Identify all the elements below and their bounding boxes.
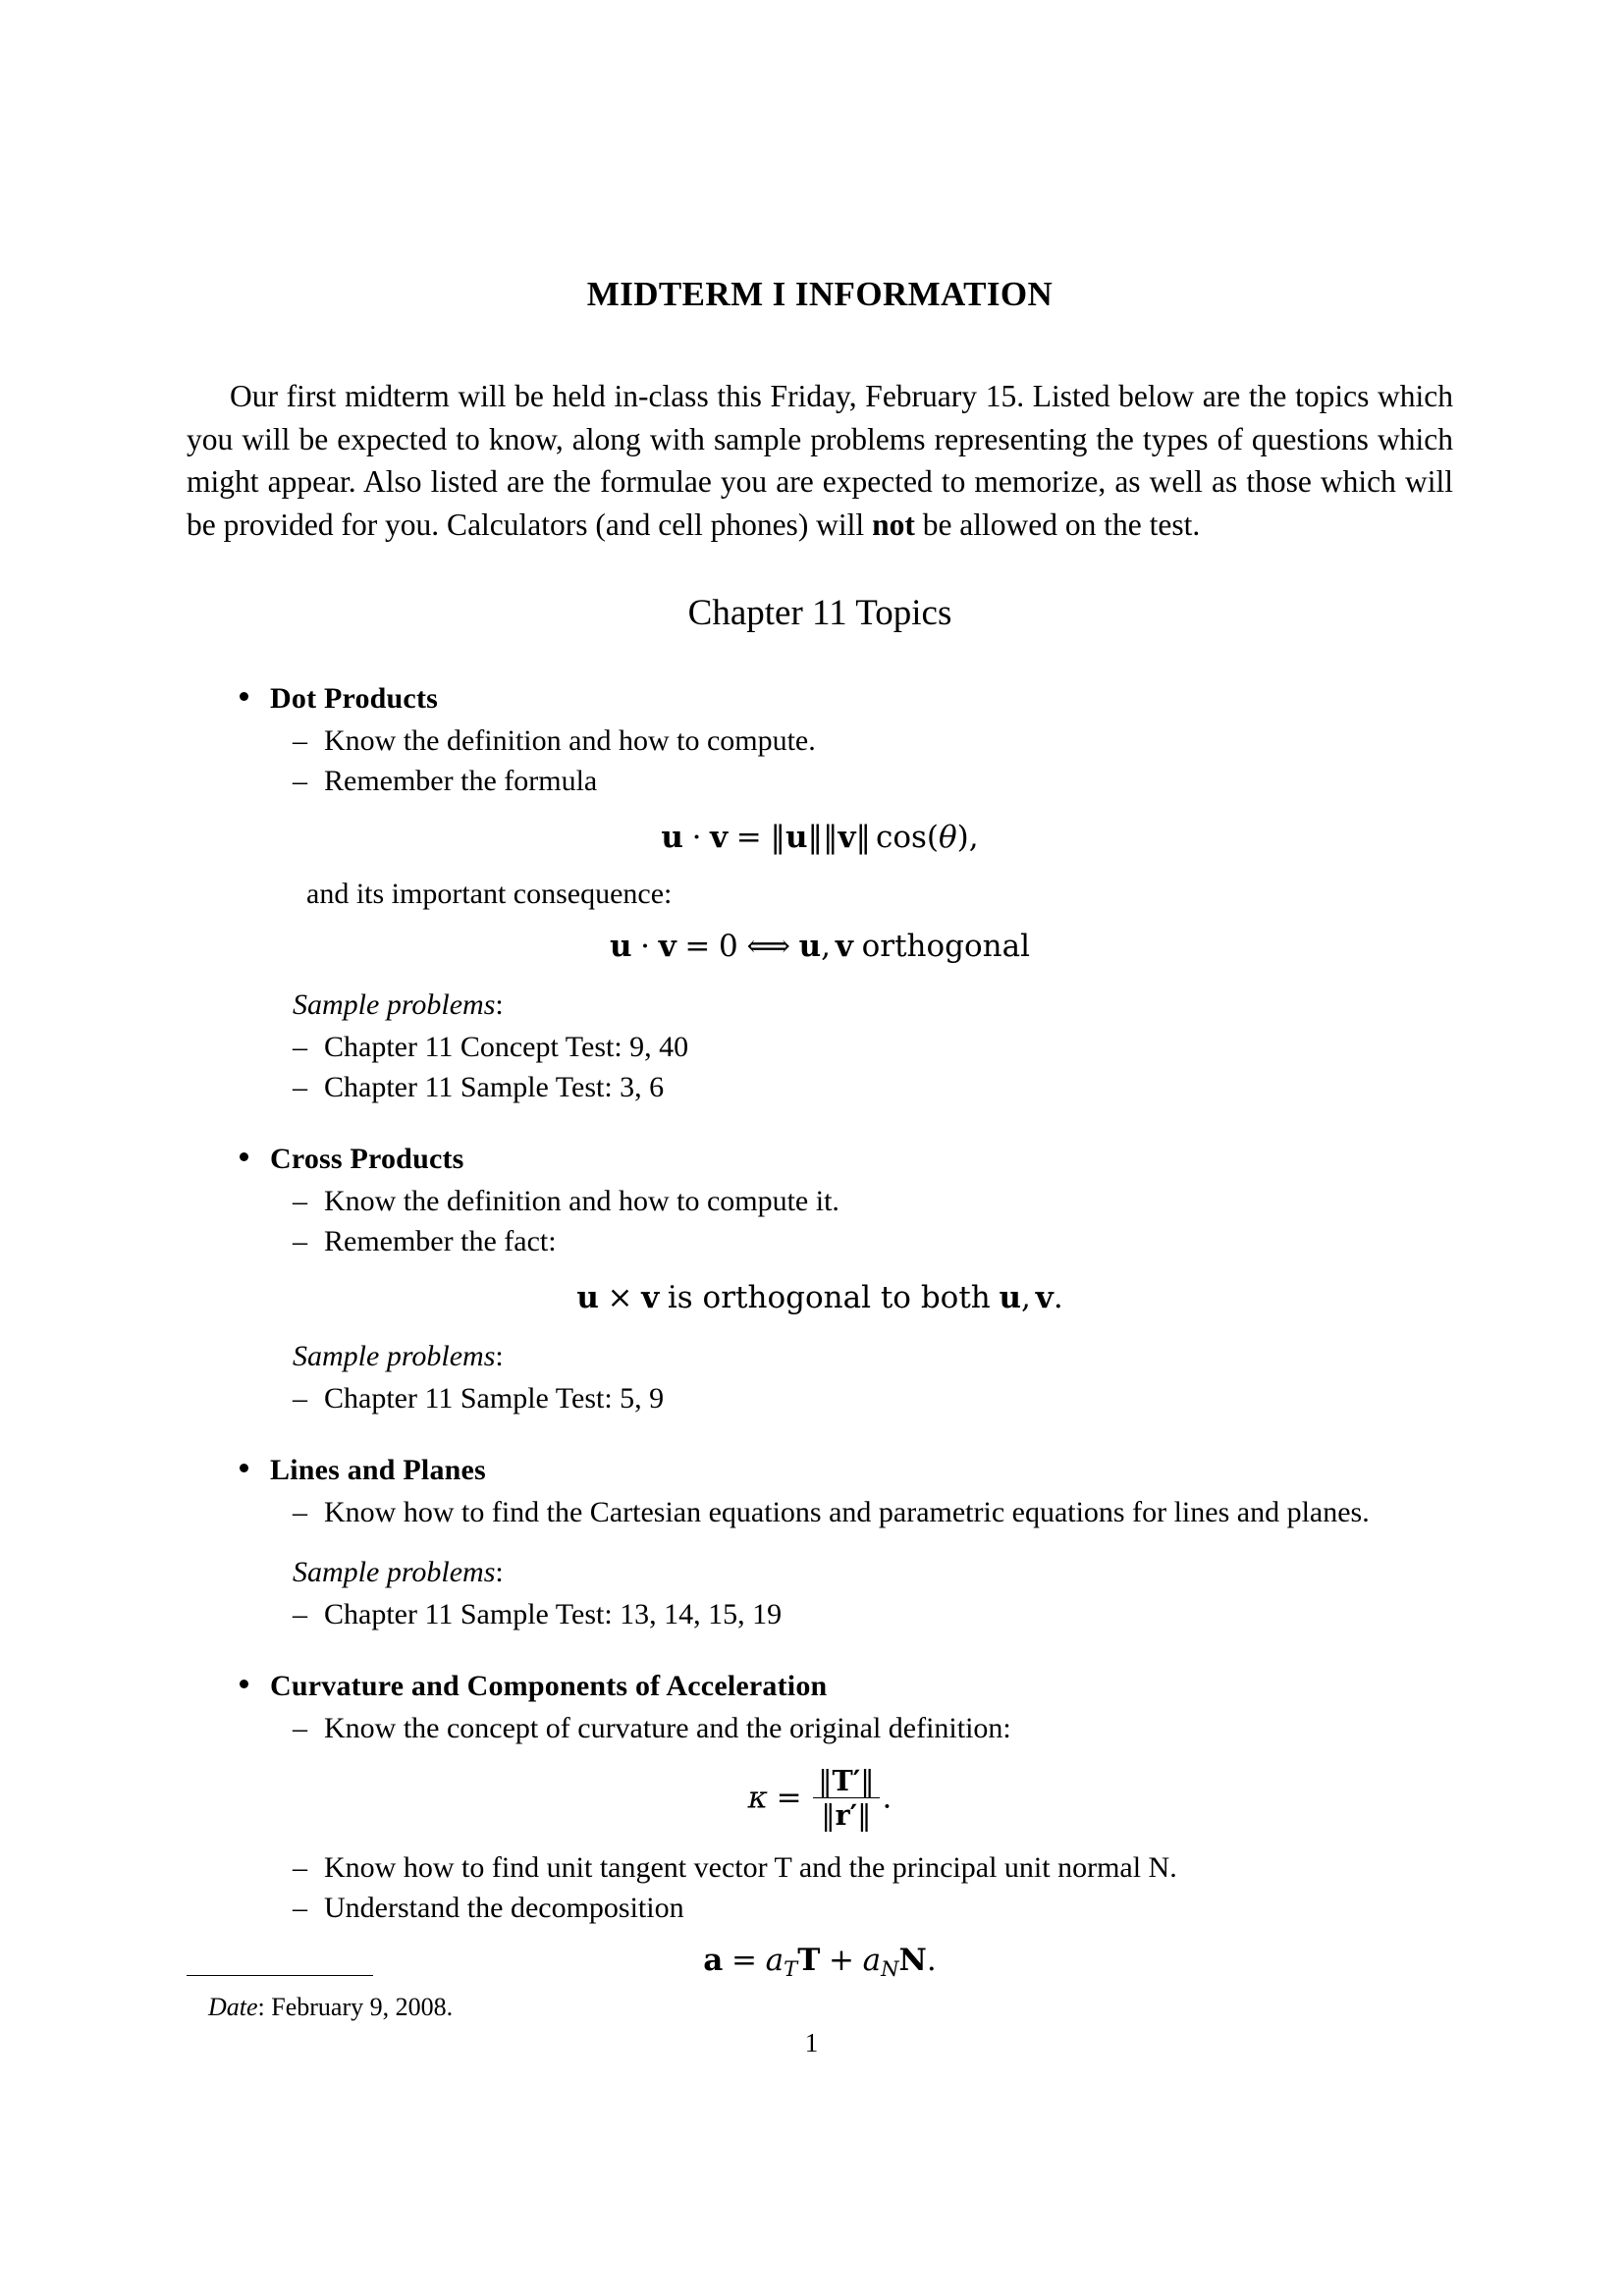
unit-tangent-vector: T bbox=[797, 1943, 821, 1979]
topic-subitems-second bbox=[187, 1848, 1453, 1927]
orthogonal-word: orthogonal bbox=[861, 928, 1031, 964]
topic-heading bbox=[187, 1451, 1453, 1489]
sample-problems-colon: : bbox=[495, 1555, 504, 1588]
list-item bbox=[187, 762, 1453, 800]
list-item bbox=[187, 1068, 1453, 1106]
page-content bbox=[187, 0, 1453, 1995]
dot-operator: · bbox=[691, 819, 702, 855]
list-item-label: Know how to find unit tangent vector T and the principal unit normal N. bbox=[324, 1851, 1177, 1885]
bullet-icon bbox=[240, 1680, 248, 1688]
list-item bbox=[187, 721, 1453, 760]
tangential-component-base: a bbox=[765, 1943, 784, 1979]
equals-sign: = bbox=[735, 819, 762, 855]
footnote-date bbox=[187, 1993, 453, 2022]
sample-problems-colon: : bbox=[495, 1339, 504, 1372]
list-item bbox=[187, 1222, 1453, 1260]
normal-component-subscript: N bbox=[881, 1956, 899, 1982]
dash-icon: – bbox=[293, 764, 307, 797]
sample-problems-text: Sample problems bbox=[293, 988, 496, 1021]
equals-sign: = bbox=[731, 1943, 757, 1979]
topic-heading bbox=[187, 679, 1453, 718]
paren-close: ) bbox=[956, 819, 969, 855]
vector-u: u bbox=[798, 928, 822, 964]
equals-sign: = bbox=[684, 928, 711, 964]
page-number: 1 bbox=[804, 2028, 819, 2057]
list-item bbox=[187, 1595, 1453, 1633]
sample-problems-list bbox=[187, 1379, 1453, 1417]
comma: , bbox=[1020, 1279, 1031, 1315]
topic-subitems bbox=[187, 1182, 1453, 1260]
norm-vector-u: u bbox=[784, 819, 808, 855]
normal-component-base: a bbox=[862, 1943, 882, 1979]
sample-problems-list bbox=[187, 1595, 1453, 1633]
tangent-derivative: T′ bbox=[832, 1763, 861, 1797]
list-item-label: Chapter 11 Sample Test: 3, 6 bbox=[324, 1070, 665, 1103]
theta-symbol: θ bbox=[939, 819, 957, 855]
zero-value: 0 bbox=[719, 928, 738, 964]
sample-problems-label bbox=[187, 986, 1453, 1024]
cosine-function: cos bbox=[875, 819, 927, 855]
sample-problems-label bbox=[187, 1553, 1453, 1591]
dash-icon: – bbox=[293, 1495, 307, 1528]
norm-bar-close: ‖ bbox=[855, 819, 871, 855]
topic-curvature-and-components-of-acceleration bbox=[187, 1667, 1453, 1982]
dash-icon: – bbox=[293, 723, 307, 757]
vector-v: v bbox=[641, 1279, 660, 1315]
list-item-label: Remember the formula bbox=[324, 764, 598, 797]
vector-v: v bbox=[658, 928, 676, 964]
formula-text: is orthogonal to both bbox=[667, 1279, 991, 1315]
list-item-label: Know the definition and how to compute it. bbox=[324, 1184, 839, 1217]
list-item bbox=[187, 1028, 1453, 1066]
topic-heading bbox=[187, 1140, 1453, 1178]
list-item bbox=[187, 1493, 1453, 1531]
period: . bbox=[926, 1943, 937, 1979]
tangential-component-subscript: T bbox=[784, 1956, 798, 1982]
list-item-label: Chapter 11 Sample Test: 5, 9 bbox=[324, 1381, 665, 1415]
norm-bar-open: ‖ bbox=[770, 819, 785, 855]
cross-operator: × bbox=[607, 1279, 633, 1315]
topic-cross-products bbox=[187, 1140, 1453, 1417]
list-item-label: Chapter 11 Concept Test: 9, 40 bbox=[324, 1030, 689, 1063]
list-item bbox=[187, 1379, 1453, 1417]
list-item-label: Understand the decomposition bbox=[324, 1892, 684, 1925]
sample-problems-colon: : bbox=[495, 988, 504, 1021]
list-item-label: Know the definition and how to compute. bbox=[324, 723, 816, 757]
vector-u: u bbox=[576, 1279, 599, 1315]
plus-sign: + bbox=[828, 1943, 854, 1979]
bullet-icon bbox=[240, 692, 248, 701]
norm-bar-close: ‖ bbox=[860, 1764, 875, 1797]
vector-u: u bbox=[661, 819, 683, 855]
intro-text-after: be allowed on the test. bbox=[914, 507, 1201, 542]
sample-problems-text: Sample problems bbox=[293, 1555, 496, 1588]
sample-problems-list bbox=[187, 1028, 1453, 1106]
unit-normal-vector: N bbox=[898, 1943, 927, 1979]
list-item-label: Know the concept of curvature and the original definition: bbox=[324, 1711, 1011, 1744]
formula-acceleration-decomposition bbox=[187, 1943, 1453, 1981]
section-title: Chapter 11 Topics bbox=[687, 592, 952, 633]
fraction bbox=[813, 1763, 880, 1833]
norm-bar-open: ‖ bbox=[822, 819, 839, 855]
dash-icon: – bbox=[293, 1892, 307, 1925]
list-item bbox=[187, 1889, 1453, 1927]
topic-heading-label: Lines and Planes bbox=[270, 1453, 486, 1486]
topic-subitems bbox=[187, 721, 1453, 800]
vector-v: v bbox=[835, 928, 853, 964]
consequence-intro: and its important consequence: bbox=[306, 877, 673, 910]
formula-curvature-definition bbox=[187, 1763, 1453, 1833]
fraction-numerator bbox=[813, 1763, 880, 1798]
vector-u: u bbox=[609, 928, 632, 964]
norm-bar-open: ‖ bbox=[818, 1764, 833, 1797]
dash-icon: – bbox=[293, 1711, 307, 1744]
vector-v: v bbox=[710, 819, 729, 855]
sample-problems-label bbox=[187, 1337, 1453, 1375]
norm-bar-open: ‖ bbox=[821, 1799, 836, 1833]
vector-u: u bbox=[999, 1279, 1021, 1315]
topic-dot-products bbox=[187, 679, 1453, 1106]
bullet-icon bbox=[240, 1464, 248, 1472]
comma: , bbox=[821, 928, 831, 964]
footnote-date-label: Date bbox=[208, 1993, 258, 2021]
norm-vector-v: v bbox=[838, 819, 856, 855]
norm-bar-close: ‖ bbox=[857, 1799, 872, 1833]
dot-operator: · bbox=[640, 928, 651, 964]
intro-text-before: Our first midterm will be held in-class this Friday, February 15. Listed below are the topics which you will be expected to know, along with sample problems representing the types of questions which might appear. Also listed are the formulae you are expected to memorize, as well as those which will be provided for you. Calculators (and cell phones) will bbox=[187, 379, 1453, 542]
list-item-label: Chapter 11 Sample Test: 13, 14, 15, 19 bbox=[324, 1597, 783, 1630]
fraction-denominator bbox=[813, 1797, 880, 1831]
list-item bbox=[187, 1848, 1453, 1887]
period: . bbox=[1053, 1279, 1063, 1315]
topic-lines-and-planes bbox=[187, 1451, 1453, 1633]
footnote-divider bbox=[187, 1975, 373, 1976]
vector-v: v bbox=[1035, 1279, 1054, 1315]
equals-sign: = bbox=[776, 1779, 802, 1815]
sample-problems-text: Sample problems bbox=[293, 1339, 496, 1372]
position-derivative: r′ bbox=[835, 1798, 858, 1833]
topic-heading bbox=[187, 1667, 1453, 1705]
formula-orthogonality bbox=[187, 929, 1453, 964]
formula-trailing-comma: , bbox=[968, 819, 979, 855]
formula-cross-product-orthogonal bbox=[187, 1280, 1453, 1315]
topic-heading-label: Curvature and Components of Acceleration bbox=[270, 1669, 828, 1702]
bullet-icon bbox=[240, 1152, 248, 1161]
topic-subitems bbox=[187, 1493, 1453, 1531]
dash-icon: – bbox=[293, 1597, 307, 1630]
intro-emphasis-not: not bbox=[872, 507, 915, 542]
list-item bbox=[187, 1182, 1453, 1220]
formula-dot-product-definition bbox=[187, 820, 1453, 855]
footnote-date-value: : February 9, 2008. bbox=[257, 1993, 454, 2021]
dash-icon: – bbox=[293, 1851, 307, 1885]
list-item-label: Remember the fact: bbox=[324, 1224, 557, 1257]
topic-heading-label: Cross Products bbox=[270, 1142, 464, 1175]
dash-icon: – bbox=[293, 1224, 307, 1257]
dash-icon: – bbox=[293, 1070, 307, 1103]
topic-heading-label: Dot Products bbox=[270, 681, 439, 715]
list-item-label: Know how to find the Cartesian equations and parametric equations for lines and planes. bbox=[324, 1495, 1370, 1528]
page-title: MIDTERM I INFORMATION bbox=[586, 275, 1054, 313]
iff-arrow-icon: ⟺ bbox=[746, 928, 790, 964]
topic-subitems bbox=[187, 1709, 1453, 1747]
acceleration-vector: a bbox=[703, 1943, 724, 1979]
dash-icon: – bbox=[293, 1381, 307, 1415]
paren-open: ( bbox=[926, 819, 939, 855]
kappa-symbol: κ bbox=[747, 1779, 768, 1815]
norm-bar-close: ‖ bbox=[807, 819, 823, 855]
topics-list bbox=[187, 679, 1453, 1982]
dash-icon: – bbox=[293, 1184, 307, 1217]
list-item bbox=[187, 1709, 1453, 1747]
intro-paragraph bbox=[187, 375, 1453, 547]
dash-icon: – bbox=[293, 1030, 307, 1063]
period: . bbox=[882, 1779, 893, 1815]
